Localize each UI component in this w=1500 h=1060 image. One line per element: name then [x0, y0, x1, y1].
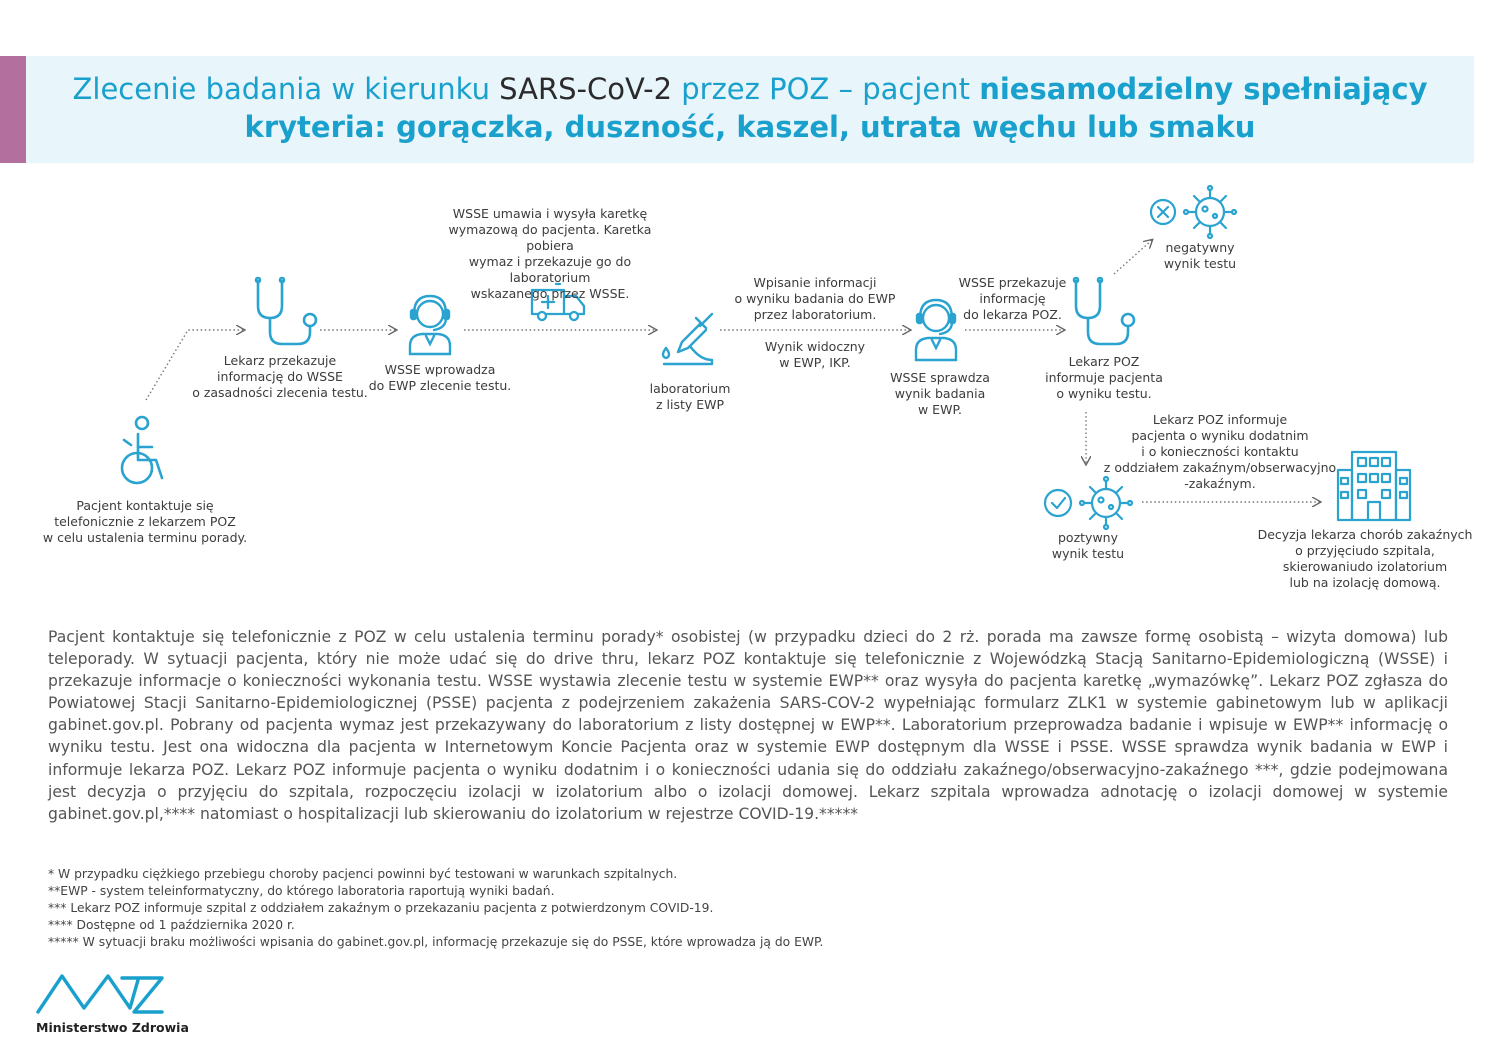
title-part3: przez POZ – pacjent [672, 72, 980, 106]
label-line: w celu ustalenia terminu porady. [42, 530, 248, 545]
label-line: WSSE przekazuje [958, 275, 1067, 290]
label-ambulance [430, 206, 670, 302]
label-line: przez laboratorium. [753, 307, 877, 322]
title-part4: niesamodzielny spełniający [979, 72, 1428, 106]
title-part1: Zlecenie badania w kierunku [72, 72, 500, 106]
label-wsse-pass [950, 275, 1075, 323]
hospital-icon [1338, 452, 1410, 520]
logo-mark [38, 976, 162, 1012]
label-wsse-order [360, 362, 520, 394]
label-line: o przyjęciudo szpitala, [1295, 543, 1435, 558]
description-paragraph: Pacjent kontaktuje się telefonicznie z POZ w celu ustalenia terminu porady* osobistej (w przypadku dzieci do 2 rż. porada ma zawsze formę osobistą – wizyta domowa) lub teleporady. W sytuacji pacjenta, który nie może udać się do drive thru, lekarz POZ kontaktuje się telefonicznie z Wojewódzką Stacją Sanitarno-Epidemiologiczną (WSSE) i przekazuje informacje o konieczności wykonania testu. WSSE wystawia zlecenie testu w systemie EWP** oraz wysyła do pacjenta karetkę „wymazówkę”. Lekarz POZ zgłasza do Powiatowej Stacji Sanitarno-Epidemiologicznej (PSSE) pacjenta z podejrzeniem zakażenia SARS-COV-2 wypełniając formularz ZLK1 w systemie gabinetowym lub w aplikacji gabinet.gov.pl. Pobrany od pacjenta wymaz jest przekazywany do laboratorium z listy dostępnej w EWP**. Laboratorium przeprowadza badanie i wpisuje w EWP** informację o wyniku testu. Jest ona widoczna dla pacjenta w Internetowym Koncie Pacjenta oraz w systemie EWP dostępnym dla WSSE i PSSE. WSSE sprawdza wynik badania w EWP i informuje lekarza POZ. Lekarz POZ informuje pacjenta o wyniku dodatnim i o konieczności udania się do oddziału zakaźnego/obserwacyjno-zakaźnego ***, gdzie podejmowana jest decyzja o przyjęciu do szpitala, rozpoczęciu izolacji w izolatorium albo o izolacji domowej. Lekarz szpitala wprowadza adnotację o izolacji domowej w systemie gabinet.gov.pl,**** natomiast o hospitalizacji lub skierowaniu do izolatorium w rejestrze COVID-19.***** [48, 628, 1448, 823]
label-line: z oddziałem zakaźnym/obserwacyjno [1103, 460, 1337, 475]
label-line: o zasadności zlecenia testu. [192, 385, 368, 400]
label-line: w EWP, IKP. [779, 355, 851, 370]
label-line: wymaz i przekazuje go do laboratorium [468, 254, 632, 285]
virus-icon [1184, 186, 1236, 238]
label-line: WSSE sprawdza [890, 370, 990, 385]
label-line: Pacjent kontaktuje się [76, 498, 214, 513]
wheelchair-icon [122, 417, 162, 483]
title-line2: kryteria: gorączka, duszność, kaszel, utrata węchu lub smaku [244, 110, 1256, 144]
label-line: negatywny [1165, 240, 1235, 255]
label-line: Wynik widoczny [764, 339, 866, 354]
label-line: -zakaźnym. [1184, 476, 1256, 491]
label-line: wynik testu [1051, 546, 1125, 561]
stethoscope-icon [1074, 278, 1134, 344]
label-line: o wyniku badania do EWP [734, 291, 896, 306]
label-line: wynik testu [1163, 256, 1237, 271]
footnote: * W przypadku ciężkiego przebiegu choroby pacjenci powinni być testowani w warunkach szpitalnych. [48, 867, 678, 881]
label-visible [750, 339, 880, 371]
label-negative [1150, 240, 1250, 272]
footnote: ***** W sytuacji braku możliwości wpisania do gabinet.gov.pl, informację przekazuje się do PSSE, które wprowadza ją do EWP. [48, 935, 824, 949]
footnote: **** Dostępne od 1 października 2020 r. [48, 918, 295, 932]
pipette-icon [663, 314, 712, 364]
headset-operator-icon [410, 296, 450, 354]
label-positive [1038, 530, 1138, 562]
label-line: Lekarz przekazuje [223, 353, 337, 368]
label-line: lub na izolację domową. [1289, 575, 1441, 590]
label-line: w EWP. [917, 402, 963, 417]
label-line: i o konieczności kontaktu [1141, 444, 1299, 459]
x-circle-icon [1151, 200, 1175, 224]
label-doctor [185, 353, 375, 401]
label-line: pacjenta o wyniku dodatnim [1131, 428, 1309, 443]
label-line: informuje pacjenta [1045, 370, 1163, 385]
title-part2: SARS-CoV-2 [499, 72, 673, 106]
label-lab-entry [730, 275, 900, 323]
label-poz-positive [1100, 412, 1340, 492]
label-patient [40, 498, 250, 546]
label-line: WSSE wprowadza [384, 362, 496, 377]
label-line: wymazową do pacjenta. Karetka pobiera [448, 222, 652, 253]
label-lab [630, 381, 750, 413]
label-line: Lekarz POZ [1068, 354, 1140, 369]
label-line: do EWP zlecenie testu. [368, 378, 512, 393]
label-line: Decyzja lekarza chorób zakaźnych [1257, 527, 1473, 542]
footnote: *** Lekarz POZ informuje szpital z oddziałem zakaźnym o przekazaniu pacjenta z potwierdzonym COVID-19. [48, 901, 714, 915]
label-line: do lekarza POZ. [963, 307, 1062, 322]
arrow-poz-to-negative [1114, 240, 1152, 274]
label-hospital [1250, 527, 1480, 591]
label-line: o wyniku testu. [1056, 386, 1152, 401]
check-circle-icon [1045, 490, 1071, 516]
label-line: wynik badania [894, 386, 986, 401]
label-line: Wpisanie informacji [753, 275, 877, 290]
label-wsse-check [880, 370, 1000, 418]
label-poz-inform [1038, 354, 1170, 402]
footnote: **EWP - system teleinformatyczny, do którego laboratoria raportują wyniki badań. [48, 884, 555, 898]
stethoscope-icon [256, 278, 316, 344]
label-line: informację do WSSE [217, 369, 343, 384]
logo-text: Ministerstwo Zdrowia [36, 1020, 189, 1035]
label-line: skierowaniudo izolatorium [1282, 559, 1448, 574]
footnotes [48, 866, 1048, 951]
label-line: informację [979, 291, 1046, 306]
label-line: laboratorium [649, 381, 731, 396]
label-line: WSSE umawia i wysyła karetkę [452, 206, 648, 221]
label-line: z listy EWP [655, 397, 725, 412]
label-line: telefonicznie z lekarzem POZ [54, 514, 236, 529]
label-line: Lekarz POZ informuje [1152, 412, 1288, 427]
label-line: poztywny [1058, 530, 1118, 545]
label-line: wskazanego przez WSSE. [470, 286, 630, 301]
